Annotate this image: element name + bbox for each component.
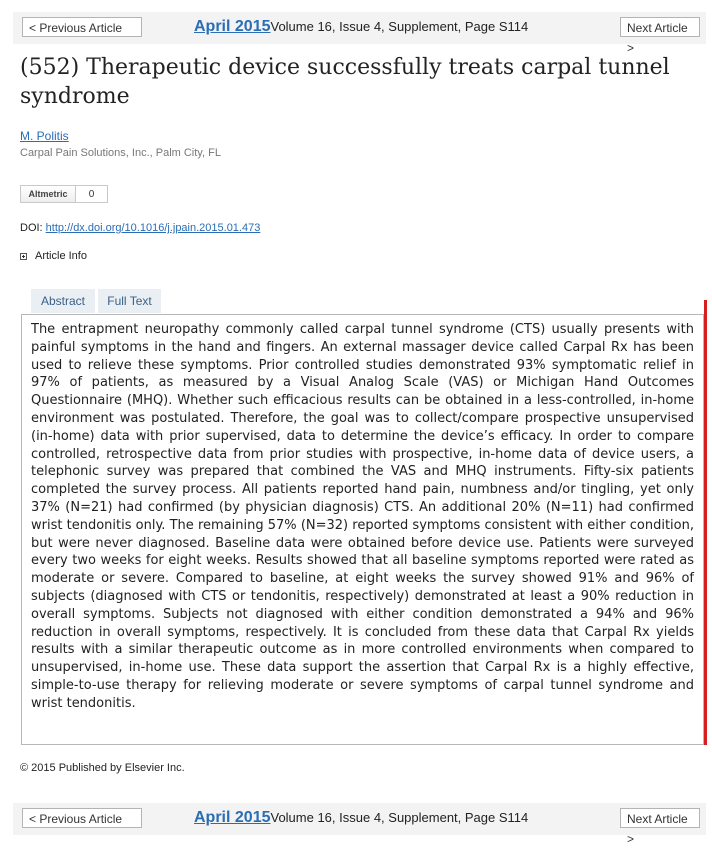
altmetric-score: 0 (88, 188, 95, 200)
article-info-toggle[interactable] (20, 250, 87, 262)
altmetric-badge[interactable] (20, 185, 108, 203)
tab-full-text[interactable]: Full Text (98, 289, 161, 313)
issue-month-link[interactable]: April 2015 (194, 18, 271, 35)
doi-label: DOI: (20, 222, 46, 234)
top-navigation-bar (13, 12, 706, 55)
article-title: (552) Therapeutic device successfully treats carpal tunnel syndrome (20, 55, 670, 109)
abstract-panel (21, 314, 704, 745)
bottom-navigation-bar (13, 803, 706, 846)
previous-article-button[interactable]: < Previous Article (22, 17, 142, 37)
doi-link[interactable]: http://dx.doi.org/10.1016/j.jpain.2015.01.473 (45, 222, 261, 234)
issue-info-bottom (194, 809, 528, 827)
issue-month-link-bottom[interactable]: April 2015 (194, 809, 271, 826)
issue-details: Volume 16, Issue 4, Supplement, Page S114 (270, 19, 529, 34)
tab-abstract[interactable]: Abstract (31, 289, 95, 313)
abstract-text: The entrapment neuropathy commonly called carpal tunnel syndrome (CTS) usually presents with painful symptoms in the hand and fingers. An external massager device called Carpal Rx has been used to relieve these symptoms. Prior controlled studies demonstrated 93% symptomatic relief in 97% of patients, as measured by a Visual Analog Scale (VAS) or Michigan Hand Outcomes Questionnaire (MHQ). Whether such efficacious results can be obtained in a less-controlled, in-home environment was postulated. Therefore, the goal was to collect/compare prospective unsupervised (in-home) data with prior supervised, data to determine the device’s efficacy. In order to compare controlled, retrospective data from prior studies with prospective, in-home data of device users, a telephonic survey was prepared that combined the VAS and MHQ instruments. Fifty-six patients completed the survey process. All patients reported hand pain, numbness and/or tingling, yet only 37% (N=21) had confirmed (by physician diagnosis) CTS. An additional 20% (N=11) had confirmed wrist tendonitis only. The remaining 57% (N=32) reported symptoms consistent with either condition, but were never diagnosed. Baseline data were obtained before device use. Patients were surveyed every two weeks for eight weeks. Results showed that all baseline symptoms reported were rated as moderate or severe. Compared to baseline, at eight weeks the survey showed 91% and 96% of subjects (diagnosed with CTS or tendonitis, respectively) demonstrated at least a 90% reduction in overall symptoms. Subjects not diagnosed with either condition demonstrated a 94% and 96% reduction in overall symptoms, respectively. It is concluded from these data that Carpal Rx yields results with a similar therapeutic outcome as in more controlled environments when compared to unsupervised, in-home use. These data support the assertion that Carpal Rx is a highly effective, simple-to-use therapy for relieving moderate or severe symptoms of carpal tunnel syndrome and wrist tendonitis. (31, 322, 694, 711)
issue-details-bottom: Volume 16, Issue 4, Supplement, Page S114 (270, 810, 529, 825)
copyright-notice: © 2015 Published by Elsevier Inc. (20, 762, 185, 774)
next-article-button[interactable]: Next Article > (620, 17, 700, 37)
article-info-label: Article Info (35, 250, 87, 262)
previous-article-button-bottom[interactable]: < Previous Article (22, 808, 142, 828)
altmetric-logo: Altmetric (21, 186, 76, 202)
accent-bar (704, 300, 707, 745)
doi-line (20, 222, 260, 234)
expand-plus-icon[interactable] (20, 253, 27, 260)
issue-info (194, 18, 528, 36)
next-article-button-bottom[interactable]: Next Article > (620, 808, 700, 828)
author-affiliation: Carpal Pain Solutions, Inc., Palm City, FL (20, 147, 221, 159)
author-link[interactable]: M. Politis (20, 129, 69, 143)
